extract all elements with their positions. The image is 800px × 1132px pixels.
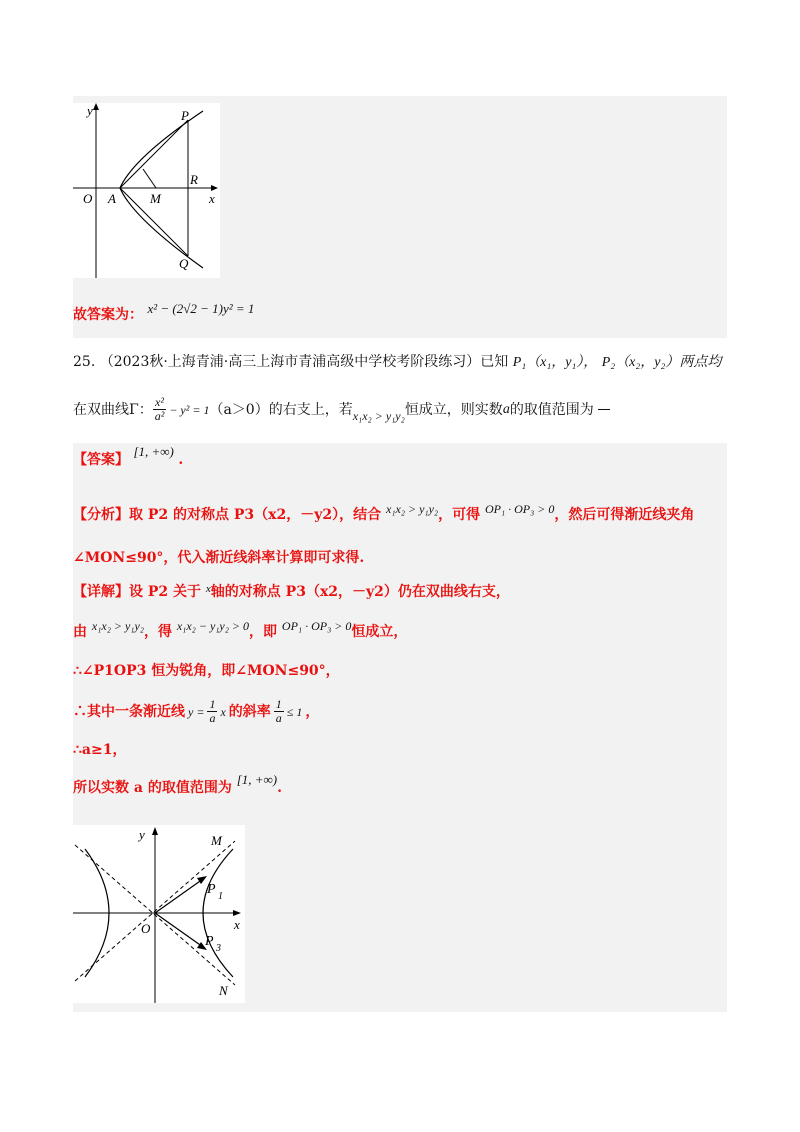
detail-range-value: [1, +∞) xyxy=(236,772,278,787)
fig1-a-label: A xyxy=(108,191,116,206)
detail-line-6 xyxy=(73,772,283,798)
fig2-p3-sub: 3 xyxy=(216,943,221,954)
fig2-p1-label: P xyxy=(207,882,216,897)
detail-text-1a: 设 P2 关于 xyxy=(129,584,202,600)
analysis-vector-ineq: OP₁ · OP₃ > 0 xyxy=(484,502,555,516)
analysis-line-1 xyxy=(73,502,695,525)
fig2-n-label: N xyxy=(219,983,228,998)
hyperbola-diagram xyxy=(73,825,245,1003)
analysis-text-2: ，可得 xyxy=(438,507,481,523)
question-var-a: a xyxy=(502,401,510,417)
detail-line-4 xyxy=(73,698,319,725)
question-inequality: x₁x₂ > y₁y₂ xyxy=(352,408,405,423)
analysis-label: 【分析】 xyxy=(73,507,129,523)
answer-blank xyxy=(598,409,610,410)
fig2-p3-label: P xyxy=(205,934,214,949)
detail-text-2b: ，得 xyxy=(143,624,172,640)
prev-answer-label: 故答案为： xyxy=(73,307,143,323)
fig1-x-label: x xyxy=(209,191,215,206)
fig1-y-label: y xyxy=(87,103,93,118)
question-text-c: 恒成立，则实数 xyxy=(404,401,503,418)
prev-answer-formula: x² − (2√2 − 1)y² = 1 xyxy=(147,301,255,316)
detail-line-5: ∴a≥1， xyxy=(73,742,127,758)
fig1-p-label: P xyxy=(181,108,189,123)
detail-inequality-1: x₁x₂ > y₁y₂ xyxy=(91,619,144,633)
point-p2: P₂（x₂，y₂）两点均 xyxy=(601,355,722,370)
fig2-y-label: y xyxy=(139,827,145,842)
answer-value: [1, +∞) xyxy=(133,444,174,459)
detail-line-2 xyxy=(73,619,408,642)
detail-text-4b: 的斜率 xyxy=(228,703,271,720)
analysis-inequality: x₁x₂ > y₁y₂ xyxy=(386,502,439,516)
detail-label: 【详解】 xyxy=(73,584,129,600)
slope-inequality: $\frac{1}{a}$ ≤ 1 xyxy=(275,697,303,725)
hyperbola-figure xyxy=(73,825,245,1003)
analysis-text-1: 取 P2 的对称点 P3（x2，－y2），结合 xyxy=(129,507,382,523)
detail-text-6a: 所以实数 a 的取值范围为 xyxy=(73,780,232,796)
prev-answer-line xyxy=(73,301,255,325)
hyperbola-equation: $\frac{\text{x²}}{\text{a²}}$ − y² = 1 xyxy=(154,395,210,423)
fig2-p1-sub: 1 xyxy=(218,891,223,902)
detail-vector-ineq: OP₁ · OP₃ > 0 xyxy=(281,619,352,633)
answer-label: 【答案】 xyxy=(73,452,129,468)
analysis-text-3: ，然后可得渐近线夹角 xyxy=(554,507,695,523)
detail-text-4d: ， xyxy=(305,703,320,720)
detail-line-1 xyxy=(73,582,510,603)
parabola-figure xyxy=(73,103,220,278)
detail-text-1b: 轴的对称点 P3（x2，－y2）仍在双曲线右支， xyxy=(210,584,510,600)
answer-end: . xyxy=(178,452,184,468)
asymptote-equation: y = $\frac{1}{a}$ x xyxy=(188,697,226,725)
fig2-m-label: M xyxy=(211,833,222,848)
question-condition-a: （a＞0）的右支上，若 xyxy=(209,401,353,418)
fig1-q-label: Q xyxy=(179,256,189,271)
question-hyperbola-label: 在双曲线Γ： xyxy=(73,401,153,418)
detail-inequality-2: x₁x₂ − y₁y₂ > 0 xyxy=(176,619,250,633)
detail-line-3: ∴∠P1OP3 恒为锐角，即∠MON≤90°， xyxy=(73,663,340,679)
answer-line xyxy=(73,444,184,470)
question-source: （2023秋·上海青浦·高三上海市青浦高级中学校考阶段练习）已知 xyxy=(99,354,509,370)
detail-text-4a: ∴其中一条渐近线 xyxy=(73,703,185,720)
fig1-o-label: O xyxy=(83,191,93,206)
detail-x: x xyxy=(205,583,211,595)
detail-text-2d: 恒成立， xyxy=(351,624,408,640)
question-line-2 xyxy=(73,396,610,423)
detail-text-2c: ，即 xyxy=(249,624,278,640)
slope-rhs: ≤ 1 xyxy=(286,704,303,719)
asymptote-lhs: y = xyxy=(188,704,205,719)
fig1-r-label: R xyxy=(190,172,198,187)
fig2-o-label: O xyxy=(141,921,151,936)
question-text-d: 的取值范围为 xyxy=(509,401,594,418)
question-line-1 xyxy=(73,352,721,373)
fig1-m-label: M xyxy=(150,191,161,206)
detail-text-6b: . xyxy=(277,780,283,796)
point-p1: P₁（x₁，y₁）， xyxy=(512,355,598,370)
analysis-line-2: ∠MON≤90°，代入渐近线斜率计算即可求得. xyxy=(73,550,365,566)
parabola-diagram xyxy=(73,103,220,278)
detail-text-2a: 由 xyxy=(73,624,87,640)
question-number: 25. xyxy=(73,354,96,370)
fig2-x-label: x xyxy=(234,917,240,932)
